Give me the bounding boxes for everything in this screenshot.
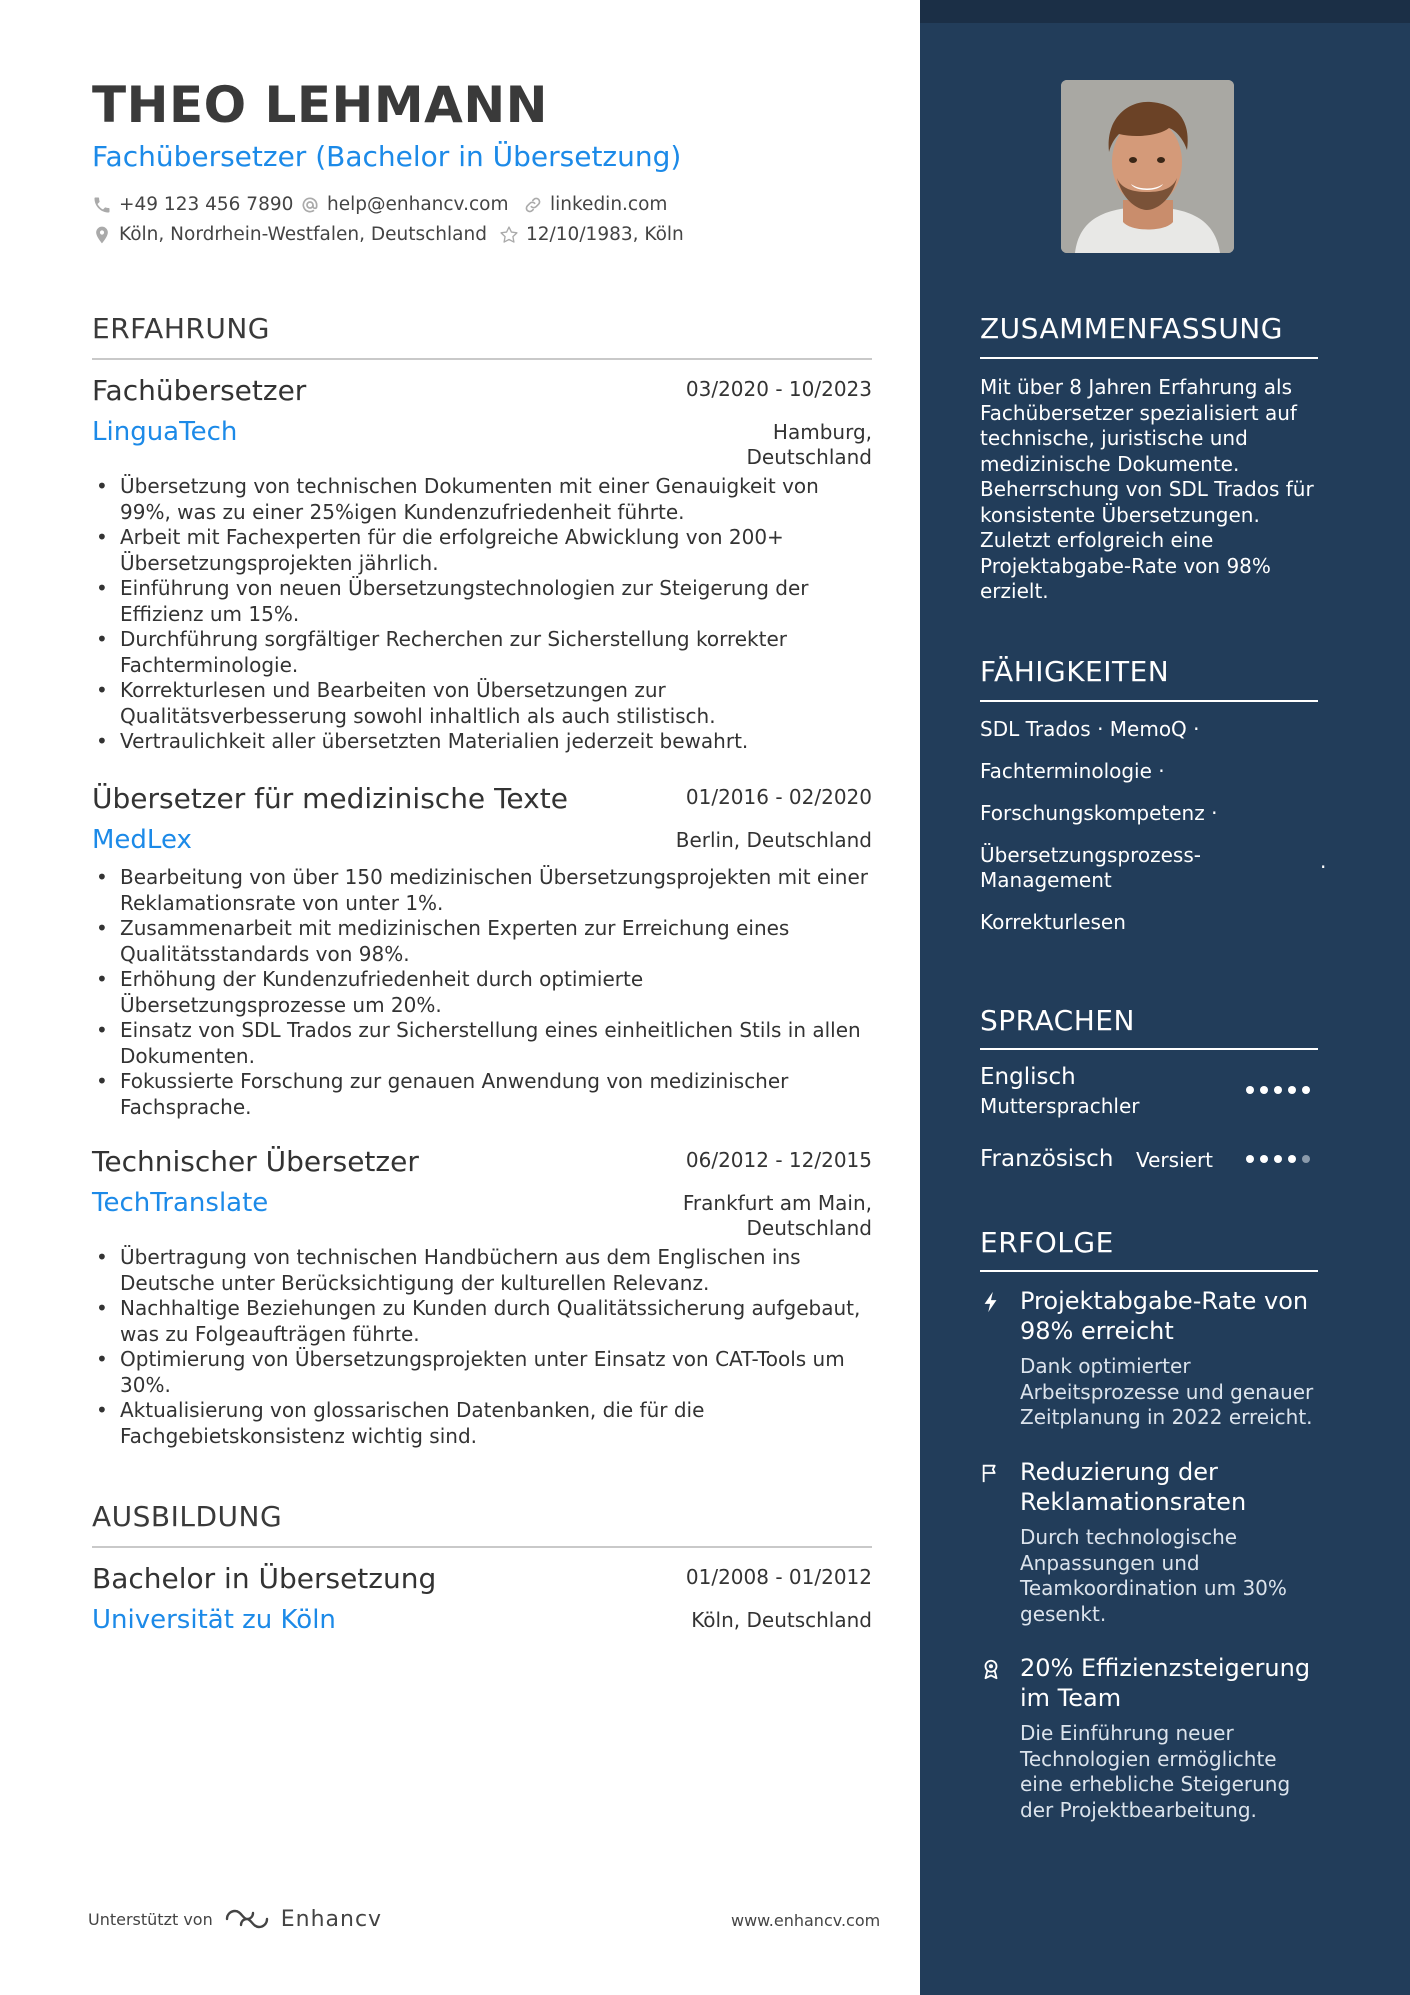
school-location: Köln, Deutschland	[691, 1608, 872, 1632]
rating-dot-empty	[1302, 1155, 1310, 1163]
languages-divider	[980, 1048, 1318, 1050]
job-title: Fachübersetzer	[92, 374, 307, 407]
job-company[interactable]: LinguaTech	[92, 417, 238, 447]
bullet-item: • Einsatz von SDL Trados zur Sicherstellung eines einheitlichen Stils in allen Dokumenten.	[120, 1018, 872, 1069]
language-name: Französisch	[980, 1146, 1114, 1172]
bullet-item: • Einführung von neuen Übersetzungstechnologien zur Steigerung der Effizienz um 15%.	[120, 576, 872, 627]
lightning-icon	[980, 1290, 1002, 1314]
job-company[interactable]: MedLex	[92, 825, 192, 855]
profile-photo	[1061, 80, 1234, 253]
skill-item: Übersetzungsprozess-Management	[980, 843, 1201, 892]
skill-item: Forschungskompetenz	[980, 801, 1205, 825]
powered-by-text: Unterstützt von	[88, 1909, 213, 1929]
skills-row	[980, 843, 1220, 893]
skill-separator: ·	[1320, 855, 1327, 879]
skills-divider	[980, 700, 1318, 702]
bullet-item: • Nachhaltige Beziehungen zu Kunden durch Qualitätssicherung aufgebaut, was zu Folgeaufträgen führte.	[120, 1296, 872, 1347]
sidebar-top-band	[920, 0, 1410, 23]
phone-text: +49 123 456 7890	[119, 194, 294, 215]
rating-dot-filled	[1260, 1086, 1268, 1094]
bullet-item: • Übertragung von technischen Handbüchern aus dem Englischen ins Deutsche unter Berücksichtigung der kulturellen Relevanz.	[120, 1245, 872, 1296]
achievement-text: Dank optimierter Arbeitsprozesse und genauer Zeitplanung in 2022 erreicht.	[1020, 1354, 1314, 1429]
education-divider	[92, 1546, 872, 1548]
bullet-item: • Zusammenarbeit mit medizinischen Experten zur Erreichung eines Qualitätsstandards von 98%.	[120, 916, 872, 967]
bullet-item: • Übersetzung von technischen Dokumenten mit einer Genauigkeit von 99%, was zu einer 25%igen Kundenzufriedenheit führte.	[120, 474, 872, 525]
bullet-item: • Aktualisierung von glossarischen Datenbanken, die für die Fachgebietskonsistenz wichtig sind.	[120, 1398, 872, 1449]
skill-separator: ·	[1193, 717, 1200, 741]
job-title: Übersetzer für medizinische Texte	[92, 782, 568, 815]
bullet-item: • Korrekturlesen und Bearbeiten von Übersetzungen zur Qualitätsverbesserung sowohl inhaltlich als auch stilistisch.	[120, 678, 872, 729]
degree-title: Bachelor in Übersetzung	[92, 1562, 437, 1595]
job-bullets	[92, 865, 872, 1120]
rating-dot-filled	[1288, 1086, 1296, 1094]
rating-dot-filled	[1246, 1086, 1254, 1094]
education-entry	[92, 1562, 872, 1642]
language-rating	[1246, 1155, 1310, 1163]
language-level: Versiert	[1136, 1148, 1214, 1172]
link-icon	[523, 195, 543, 215]
skills-row	[980, 910, 1126, 935]
education-dates: 01/2008 - 01/2012	[685, 1565, 872, 1589]
birth-text: 12/10/1983, Köln	[526, 224, 684, 245]
achievement-title: Projektabgabe-Rate von 98% erreicht	[1020, 1287, 1309, 1345]
achievements-heading: ERFOLGE	[980, 1226, 1114, 1259]
rating-dot-filled	[1288, 1155, 1296, 1163]
job-dates: 03/2020 - 10/2023	[685, 377, 872, 401]
skill-separator-trailing	[1320, 855, 1326, 880]
phone-contact[interactable]	[92, 194, 293, 215]
skills-heading: FÄHIGKEITEN	[980, 655, 1170, 688]
bullet-item: • Arbeit mit Fachexperten für die erfolgreiche Abwicklung von 200+ Übersetzungsprojekten jährlich.	[120, 525, 872, 576]
linkedin-contact[interactable]	[523, 194, 667, 215]
brand-name: Enhancv	[280, 1906, 383, 1932]
job-location: Hamburg, Deutschland	[746, 420, 872, 469]
bullet-item: • Fokussierte Forschung zur genauen Anwendung von medizinischer Fachsprache.	[120, 1069, 872, 1120]
languages-heading: SPRACHEN	[980, 1004, 1135, 1037]
bullet-item: • Vertraulichkeit aller übersetzten Materialien jederzeit bewahrt.	[120, 729, 872, 755]
job-title: Technischer Übersetzer	[92, 1145, 419, 1178]
skills-row	[980, 759, 1165, 784]
rating-dot-filled	[1260, 1155, 1268, 1163]
summary-text: Mit über 8 Jahren Erfahrung als Fachübersetzer spezialisiert auf technische, juristische und medizinische Dokumente. Beherrschung von SDL Trados für konsistente Übersetzungen. Zuletzt erfolgreich eine Projektabgabe-Rate von 98% erzielt.	[980, 375, 1314, 603]
skill-separator: ·	[1158, 759, 1165, 783]
job-location: Berlin, Deutschland	[675, 828, 872, 852]
star-icon	[499, 225, 519, 245]
bullet-item: • Erhöhung der Kundenzufriedenheit durch optimierte Übersetzungsprozesse um 20%.	[120, 967, 872, 1018]
bullet-item: • Durchführung sorgfältiger Recherchen zur Sicherstellung korrekter Fachterminologie.	[120, 627, 872, 678]
job-entry	[92, 374, 872, 754]
portrait-image	[1061, 80, 1234, 253]
job-bullets	[92, 474, 872, 755]
achievement-text: Die Einführung neuer Technologien ermöglichte eine erhebliche Steigerung der Projektbearbeitung.	[1020, 1721, 1291, 1822]
skill-separator: ·	[1097, 717, 1104, 741]
job-entry	[92, 1145, 872, 1455]
footer-branding[interactable]	[88, 1906, 382, 1932]
job-bullets	[92, 1245, 872, 1449]
award-icon	[980, 1657, 1002, 1681]
job-entry	[92, 782, 872, 1122]
email-text: help@enhancv.com	[327, 194, 509, 215]
email-contact[interactable]	[300, 194, 508, 215]
achievement-text: Durch technologische Anpassungen und Teamkoordination um 30% gesenkt.	[1020, 1525, 1287, 1626]
achievement-title: 20% Effizienzsteigerung im Team	[1020, 1654, 1311, 1712]
achievement-title: Reduzierung der Reklamationsraten	[1020, 1458, 1247, 1516]
linkedin-text: linkedin.com	[550, 194, 668, 215]
birth-contact	[499, 224, 684, 245]
rating-dot-filled	[1274, 1086, 1282, 1094]
job-location: Frankfurt am Main, Deutschland	[682, 1191, 872, 1240]
skill-item: Korrekturlesen	[980, 910, 1126, 934]
language-level: Muttersprachler	[980, 1094, 1140, 1118]
skills-row	[980, 801, 1217, 826]
rating-dot-filled	[1302, 1086, 1310, 1094]
candidate-title: Fachübersetzer (Bachelor in Übersetzung)	[92, 140, 682, 173]
summary-divider	[980, 357, 1318, 359]
candidate-name: THEO LEHMANN	[92, 76, 549, 134]
location-contact	[92, 224, 487, 245]
skill-item: MemoQ	[1109, 717, 1187, 741]
phone-icon	[92, 195, 112, 215]
summary-heading: ZUSAMMENFASSUNG	[980, 312, 1283, 345]
skill-item: SDL Trados	[980, 717, 1091, 741]
flag-icon	[980, 1461, 1002, 1485]
rating-dot-filled	[1274, 1155, 1282, 1163]
job-dates: 01/2016 - 02/2020	[685, 785, 872, 809]
job-dates: 06/2012 - 12/2015	[685, 1148, 872, 1172]
enhancv-logo-icon	[223, 1906, 271, 1932]
job-company[interactable]: TechTranslate	[92, 1188, 269, 1218]
language-name: Englisch	[980, 1064, 1076, 1090]
bullet-item: • Optimierung von Übersetzungsprojekten unter Einsatz von CAT-Tools um 30%.	[120, 1347, 872, 1398]
footer-website[interactable]: www.enhancv.com	[731, 1911, 881, 1930]
experience-divider	[92, 358, 872, 360]
school-name[interactable]: Universität zu Köln	[92, 1605, 336, 1635]
language-rating	[1246, 1086, 1310, 1094]
location-text: Köln, Nordrhein-Westfalen, Deutschland	[119, 224, 487, 245]
experience-heading: ERFAHRUNG	[92, 312, 270, 345]
achievements-divider	[980, 1270, 1318, 1272]
location-pin-icon	[92, 225, 112, 245]
rating-dot-filled	[1246, 1155, 1254, 1163]
bullet-item: • Bearbeitung von über 150 medizinischen Übersetzungsprojekten mit einer Reklamationsrate von unter 1%.	[120, 865, 872, 916]
at-icon	[300, 195, 320, 215]
education-heading: AUSBILDUNG	[92, 1500, 283, 1533]
skill-item: Fachterminologie	[980, 759, 1152, 783]
skills-row	[980, 717, 1200, 742]
skill-separator: ·	[1211, 801, 1218, 825]
